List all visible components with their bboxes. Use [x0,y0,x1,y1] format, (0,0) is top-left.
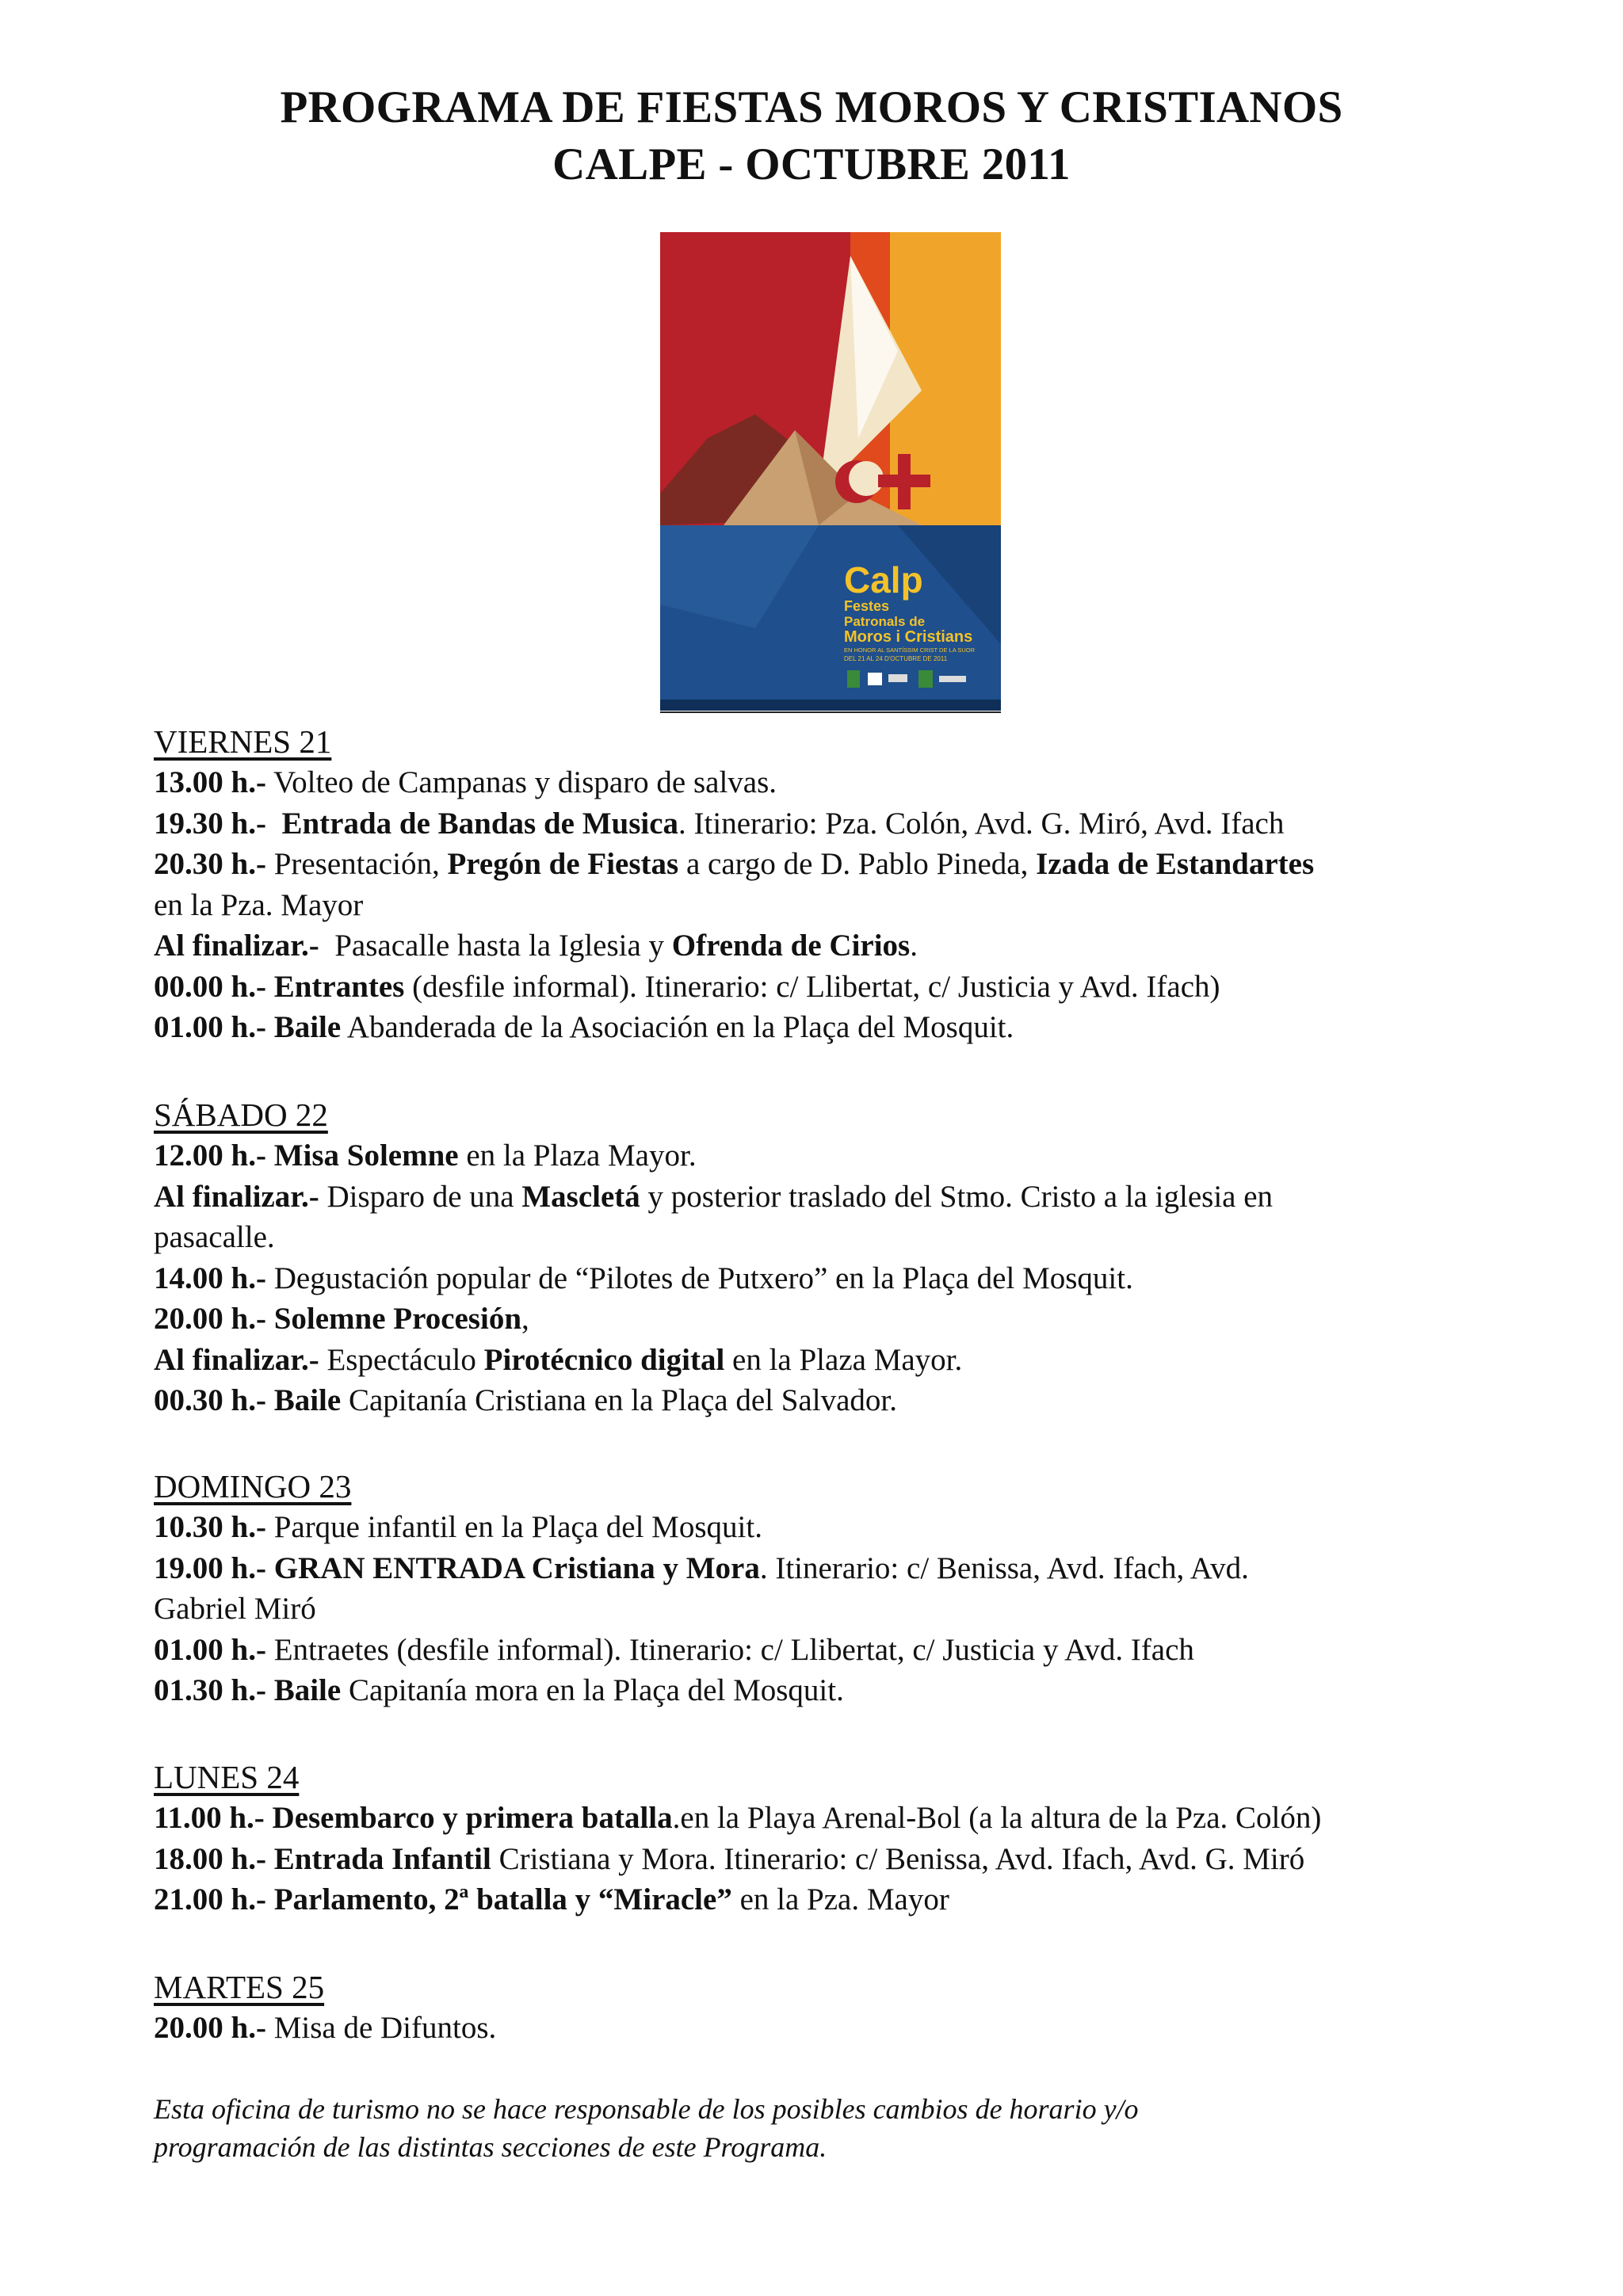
item-time: 01.00 h.- [154,1632,266,1667]
item-text: Disparo de una [319,1179,522,1214]
item-time: 01.30 h.- [154,1673,266,1707]
day-heading: SÁBADO 22 [154,1097,328,1133]
item-highlight: Baile [273,1010,342,1044]
poster-underline [660,711,1001,713]
item-highlight: Entrantes [273,969,405,1004]
schedule-item [154,885,1517,926]
item-text: Presentación, [265,847,448,881]
sponsor-logo-4 [918,670,933,688]
item-time: 00.00 h.- [154,969,266,1004]
item-text: Capitanía mora en la Plaça del Mosquit. [341,1673,844,1707]
item-text: Degustación popular de “Pilotes de Putxero” en la Plaça del Mosquit. [265,1261,1133,1295]
item-time: 00.30 h.- [154,1383,266,1417]
item-time: 21.00 h.- [154,1882,266,1917]
disclaimer-line-1: Esta oficina de turismo no se hace responsable de los posibles cambios de horario y/o [154,2093,1139,2125]
schedule-item [154,1299,1517,1340]
item-time: 10.30 h.- [154,1510,266,1544]
section-lunes [154,1756,1517,1920]
item-text: Gabriel Miró [154,1592,316,1626]
schedule-item [154,2008,1517,2049]
item-time: 20.00 h.- [154,1302,266,1336]
item-text [266,1383,274,1417]
item-text [265,1801,273,1835]
item-text [266,1551,274,1585]
item-highlight: GRAN ENTRADA Cristiana y Mora [273,1550,760,1585]
item-highlight: Pirotécnico digital [483,1342,725,1377]
item-highlight: Misa Solemne [273,1138,459,1173]
item-time: 18.00 h.- [154,1841,266,1876]
section-viernes [154,721,1517,1048]
item-highlight: Desembarco y primera batalla [272,1801,673,1835]
item-text: Pasacalle hasta la Iglesia y [319,929,672,963]
section-martes [154,1966,1517,2049]
item-text: pasacalle. [154,1220,275,1254]
schedule-item [154,967,1517,1008]
item-text: a cargo de D. Pablo Pineda, [678,847,1037,881]
poster-line-1: Festes [844,598,890,614]
item-highlight: Ofrenda de Cirios [671,929,911,963]
schedule-item [154,925,1517,967]
item-text: en la Pza. Mayor [731,1882,949,1917]
item-text: Entraetes (desfile informal). Itinerario: c/ Llibertat, c/ Justicia y Avd. Ifach [265,1632,1194,1667]
item-text: . [910,929,918,963]
day-heading: LUNES 24 [154,1759,300,1795]
day-heading: DOMINGO 23 [154,1468,352,1505]
sponsor-logo-3 [888,674,907,682]
schedule-item [154,1340,1517,1381]
poster-line-4: EN HONOR AL SANTÍSSIM CRIST DE LA SUOR [844,646,976,654]
schedule-item [154,1507,1517,1548]
poster-line-2: Patronals de [844,614,926,629]
item-text: Volteo de Campanas y disparo de salvas. [265,765,777,799]
item-text: Capitanía Cristiana en la Plaça del Salvador. [341,1383,897,1417]
schedule-item [154,1670,1517,1711]
day-heading: MARTES 25 [154,1969,325,2005]
item-time: 19.30 h.- [154,806,266,841]
item-time: Al finalizar.- [154,1342,319,1377]
schedule-item [154,762,1517,803]
schedule-item [154,1380,1517,1421]
section-sabado [154,1094,1517,1421]
page-subtitle: CALPE - OCTUBRE 2011 [552,139,1071,189]
item-text [266,970,274,1004]
page-title: PROGRAMA DE FIESTAS MOROS Y CRISTIANOS [280,82,1343,132]
schedule-item [154,1589,1517,1630]
item-text [266,1673,274,1707]
item-text [266,1010,274,1044]
sponsor-logo-2 [868,673,882,685]
item-text: . Itinerario: Pza. Colón, Avd. G. Miró, Avd. Ifach [678,806,1285,841]
schedule-item [154,1548,1517,1589]
item-text [266,1842,274,1876]
schedule-item [154,1177,1517,1218]
item-time: Al finalizar.- [154,929,319,963]
item-text: Cristiana y Mora. Itinerario: c/ Benissa, Avd. Ifach, Avd. G. Miró [491,1841,1305,1876]
section-domingo [154,1466,1517,1711]
item-time: 12.00 h.- [154,1138,266,1173]
item-highlight: Mascletá [521,1179,640,1214]
item-highlight: Solemne Procesión [273,1302,522,1336]
schedule-item [154,803,1517,845]
item-text [266,1302,274,1336]
sponsor-logo-5 [939,676,966,682]
disclaimer [154,2090,1517,2166]
item-text: en la Plaza Mayor. [724,1342,963,1377]
item-time: Al finalizar.- [154,1179,319,1214]
item-text: Parque infantil en la Plaça del Mosquit. [265,1510,762,1544]
schedule-item [154,1879,1517,1920]
day-heading: VIERNES 21 [154,723,332,760]
item-text: Abanderada de la Asociación en la Plaça del Mosquit. [341,1010,1014,1044]
item-time: 11.00 h.- [154,1801,265,1835]
poster-line-3: Moros i Cristians [844,628,973,646]
item-highlight: Baile [273,1383,342,1417]
festival-poster-image [660,232,1001,711]
item-highlight: Baile [273,1673,342,1707]
poster-line-5: DEL 21 AL 24 D'OCTUBRE DE 2011 [844,655,948,662]
item-text [266,807,282,841]
schedule-item [154,1217,1517,1258]
item-time: 13.00 h.- [154,765,266,799]
item-text [266,1882,274,1917]
item-text: en la Plaza Mayor. [458,1138,697,1173]
disclaimer-line-2: programación de las distintas secciones de este Programa. [154,2131,827,2163]
item-text: .en la Playa Arenal-Bol (a la altura de la Pza. Colón) [672,1801,1322,1835]
poster-title: Calp [844,559,923,601]
item-time: 20.30 h.- [154,847,266,881]
item-text: , [521,1302,529,1336]
item-highlight: Parlamento, 2ª batalla y “Miracle” [273,1882,732,1917]
item-time: 01.00 h.- [154,1010,266,1044]
item-time: 19.00 h.- [154,1550,266,1585]
item-text: Misa de Difuntos. [265,2011,497,2045]
sponsor-logo-1 [847,670,860,688]
item-text: y posterior traslado del Stmo. Cristo a la iglesia en [640,1179,1274,1214]
item-highlight: Izada de Estandartes [1036,847,1315,881]
item-text: en la Pza. Mayor [154,887,364,922]
item-time: 14.00 h.- [154,1261,266,1295]
item-time: 20.00 h.- [154,2011,266,2045]
schedule-item [154,1258,1517,1299]
item-text: (desfile informal). Itinerario: c/ Llibertat, c/ Justicia y Avd. Ifach) [404,969,1220,1004]
item-text [266,1138,274,1173]
schedule-item [154,1630,1517,1671]
item-highlight: Entrada de Bandas de Musica [281,806,679,841]
schedule-item [154,1135,1517,1177]
schedule-item [154,1839,1517,1880]
schedule-item [154,1798,1517,1839]
item-text: Espectáculo [319,1342,484,1377]
schedule-item [154,1007,1517,1048]
item-highlight: Entrada Infantil [273,1841,491,1876]
item-text: . Itinerario: c/ Benissa, Avd. Ifach, Avd. [759,1550,1249,1585]
item-highlight: Pregón de Fiestas [447,847,679,881]
schedule-item [154,844,1517,885]
